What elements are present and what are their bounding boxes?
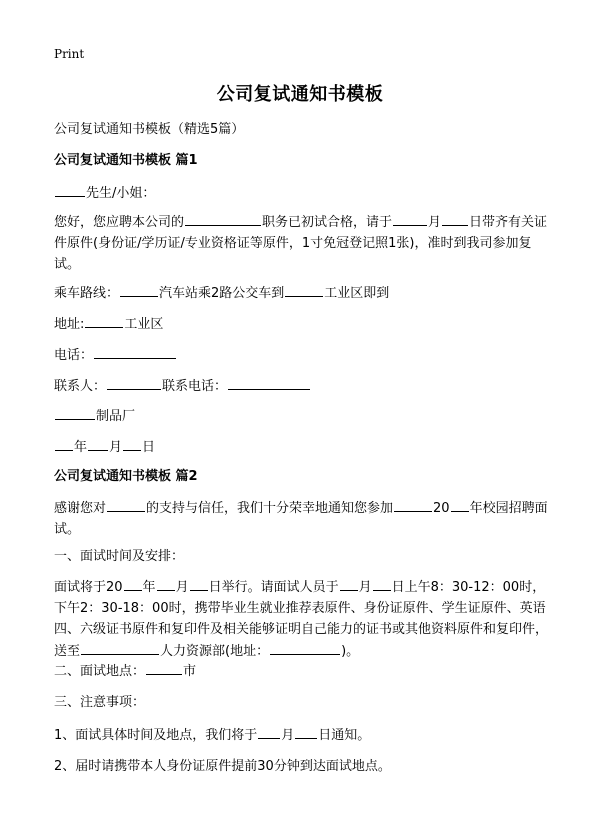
section1-salutation-line — [54, 182, 554, 204]
blank-field — [88, 436, 108, 451]
salutation-text: 先生/小姐： — [86, 186, 156, 201]
blank-field — [373, 576, 391, 591]
blank-field — [228, 375, 310, 390]
intro-text: 的支持与信任，我们十分荣幸地通知您参加 — [146, 501, 394, 516]
section2-note1-line — [54, 724, 554, 746]
document-title: 公司复试通知书模板 — [216, 84, 384, 105]
contact-label: 联系人： — [54, 379, 107, 394]
blank-field — [295, 724, 317, 739]
blank-field — [85, 313, 123, 328]
phone-label: 电话： — [54, 348, 94, 363]
section1-date-line — [54, 436, 554, 458]
schedule-text: )。 — [341, 644, 360, 659]
factory-text: 制品厂 — [96, 409, 136, 424]
section2-intro-paragraph — [54, 497, 550, 540]
blank-field — [157, 576, 175, 591]
blank-field — [451, 497, 469, 512]
body-text: 月 — [428, 215, 442, 230]
schedule-text: 日上午8：30-12：00时，下午2：30-18：00时，携带毕业生就业推荐表原件、身份证原件、学生证原件、英语四、六级证书原件和复印件及相关能够证明自己能力的证书或其他资料原件和复印件，送至 — [54, 580, 549, 659]
route-text: 工业区即到 — [324, 286, 390, 301]
blank-field — [258, 724, 280, 739]
section1-phone-line — [54, 344, 554, 366]
section1-body-paragraph — [54, 211, 550, 275]
blank-field — [270, 640, 340, 655]
blank-field — [81, 640, 159, 655]
body-text: 职务已初试合格，请于 — [262, 215, 393, 230]
blank-field — [120, 282, 158, 297]
blank-field — [123, 436, 141, 451]
address-label: 地址: — [54, 317, 85, 332]
blank-field — [185, 211, 261, 226]
section2-item1-title: 一、面试时间及安排： — [54, 549, 185, 564]
address-text: 工业区 — [124, 317, 164, 332]
blank-field — [146, 660, 182, 675]
blank-field — [55, 182, 85, 197]
blank-field — [94, 344, 176, 359]
body-text: 日带齐有关证件原件(身份证/学历证/专业资格证等原件，1寸免冠登记照1张)，准时到我司参加复试。 — [54, 215, 548, 272]
blank-field — [55, 405, 95, 420]
blank-field — [107, 375, 161, 390]
schedule-text: 日举行。请面试人员于 — [208, 580, 339, 595]
schedule-text: 月 — [175, 580, 189, 595]
item2-suffix: 市 — [183, 664, 197, 679]
note-text: 1、面试具体时间及地点，我们将于 — [54, 728, 258, 743]
schedule-text: 面试将于20 — [54, 580, 123, 595]
blank-field — [124, 576, 142, 591]
section2-schedule-paragraph — [54, 576, 550, 662]
section1-address-line — [54, 313, 554, 335]
note-text: 月 — [281, 728, 295, 743]
blank-field — [394, 497, 432, 512]
contact-phone-label: 联系电话： — [162, 379, 228, 394]
date-text: 年 — [74, 440, 88, 455]
date-text: 日 — [142, 440, 156, 455]
intro-text: 感谢您对 — [54, 501, 107, 516]
section2-note2-line: 2、届时请携带本人身份证原件提前30分钟到达面试地点。 — [54, 759, 391, 774]
blank-field — [442, 211, 468, 226]
section2-item2-line — [54, 660, 554, 682]
note-text: 日通知。 — [318, 728, 371, 743]
intro-text: 年校园招聘面试。 — [54, 501, 548, 537]
section1-contact-line — [54, 375, 554, 397]
document-subtitle: 公司复试通知书模板（精选5篇） — [54, 122, 245, 137]
route-text: 汽车站乘2路公交车到 — [159, 286, 285, 301]
section2-item3-title: 三、注意事项： — [54, 695, 146, 710]
blank-field — [340, 576, 358, 591]
date-text: 月 — [109, 440, 123, 455]
section1-route-line — [54, 282, 554, 304]
intro-text: 20 — [433, 501, 450, 516]
item2-title: 二、面试地点： — [54, 664, 146, 679]
blank-field — [393, 211, 427, 226]
blank-field — [55, 436, 73, 451]
print-label: Print — [54, 47, 85, 61]
blank-field — [190, 576, 208, 591]
body-text: 您好，您应聘本公司的 — [54, 215, 185, 230]
schedule-text: 月 — [358, 580, 372, 595]
section1-heading: 公司复试通知书模板 篇1 — [54, 153, 198, 168]
section2-heading: 公司复试通知书模板 篇2 — [54, 469, 198, 484]
schedule-text: 人力资源部(地址： — [160, 644, 270, 659]
section1-factory-line — [54, 405, 554, 427]
blank-field — [285, 282, 323, 297]
blank-field — [107, 497, 145, 512]
schedule-text: 年 — [142, 580, 156, 595]
route-label: 乘车路线： — [54, 286, 120, 301]
